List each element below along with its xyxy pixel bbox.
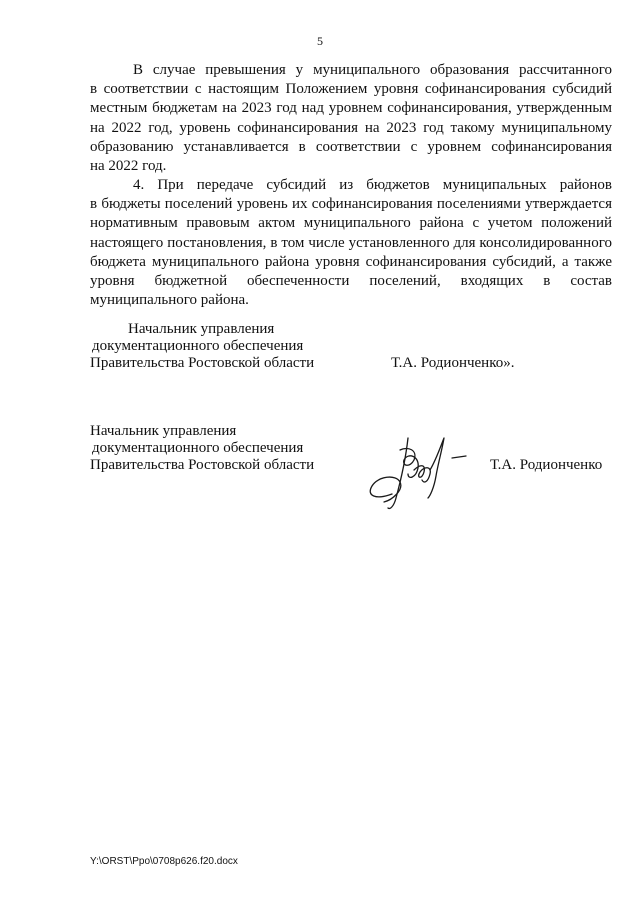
paragraph-line: в соответствии с настоящим Положением уровня софинансирования субсидий	[90, 81, 612, 98]
file-path-footer: Y:\ORST\Ppo\0708p626.f20.docx	[90, 856, 238, 867]
signatory-title-line: документационного обеспечения	[92, 338, 304, 354]
signatory-name: Т.А. Родионченко».	[391, 355, 515, 371]
paragraph-line: в бюджеты поселений уровень их софинансирования поселениями утверждается	[90, 196, 612, 213]
signatory-title-line: Правительства Ростовской области	[90, 457, 315, 473]
paragraph-line: на 2022 год, уровень софинансирования на 2023 год такому муниципальному	[90, 119, 612, 136]
paragraph-1	[90, 61, 612, 176]
handwritten-signature	[362, 430, 474, 512]
paragraph-2	[90, 176, 612, 310]
paragraph-line: на 2022 год.	[90, 158, 167, 175]
paragraph-line: В случае превышения у муниципального образования рассчитанного	[133, 62, 612, 78]
signatory-title-line: документационного обеспечения	[92, 440, 304, 456]
page-number: 5	[317, 34, 323, 48]
paragraph-line: уровня бюджетной обеспеченности поселений, входящих в состав	[90, 273, 612, 290]
signatory-title-line: Правительства Ростовской области	[90, 355, 315, 371]
paragraph-line: бюджета муниципального района уровня софинансирования субсидий, а также	[90, 253, 612, 270]
signatory-title-line: Начальник управления	[128, 321, 275, 337]
paragraph-line: 4. При передаче субсидий из бюджетов муниципальных районов	[133, 177, 612, 193]
paragraph-line: местным бюджетам на 2023 год над уровнем софинансирования, утвержденным	[90, 100, 612, 117]
paragraph-line: муниципального района.	[90, 292, 249, 309]
paragraph-line: нормативным правовым актом муниципального района с учетом положений	[90, 215, 612, 232]
signatory-name: Т.А. Родионченко	[490, 457, 603, 473]
signatory-title-line: Начальник управления	[90, 423, 237, 439]
paragraph-line: образованию устанавливается в соответствии с уровнем софинансирования	[90, 138, 612, 155]
paragraph-line: настоящего постановления, в том числе установленного для консолидированного	[90, 234, 612, 251]
